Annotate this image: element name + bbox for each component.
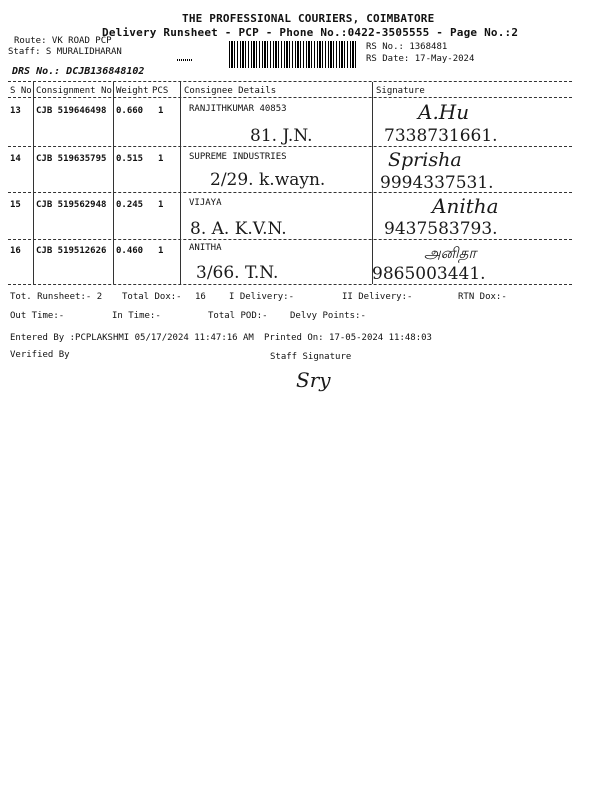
- route-label: Route: VK ROAD PCP: [14, 36, 112, 46]
- row-sno: 16: [10, 246, 21, 256]
- column-header-consignment: Consignment No: [36, 86, 112, 96]
- table-bottom-divider: [8, 284, 572, 285]
- row-pcs: 1: [158, 106, 164, 116]
- column-divider: [372, 82, 373, 284]
- delvy-points-label: Delvy Points:-: [290, 311, 366, 321]
- staff-signature-label: Staff Signature: [270, 352, 352, 362]
- out-time-label: Out Time:-: [10, 311, 65, 321]
- i-delivery-label: I Delivery:-: [229, 292, 295, 302]
- row-handwritten-address: 3/66. T.N.: [196, 263, 279, 283]
- rs-date: RS Date: 17-May-2024: [366, 54, 475, 64]
- row-sno: 13: [10, 106, 21, 116]
- row-weight: 0.460: [116, 246, 144, 256]
- row-weight: 0.515: [116, 154, 144, 164]
- row-consignee: VIJAYA: [189, 198, 222, 208]
- table-top-divider: [8, 81, 572, 82]
- column-divider: [33, 82, 34, 284]
- column-header-sno: S No: [10, 86, 32, 96]
- runsheet-subtitle: Delivery Runsheet - PCP - Phone No.:0422-3505555 - Page No.:2: [102, 26, 519, 39]
- row-consignment: CJB 519562948: [36, 200, 107, 210]
- column-header-signature: Signature: [376, 86, 425, 96]
- total-dox-value: 16: [195, 292, 206, 302]
- row-divider: [8, 239, 572, 240]
- staff-handwritten-signature: Sry: [296, 368, 331, 392]
- total-pod-label: Total POD:-: [208, 311, 268, 321]
- row-weight: 0.660: [116, 106, 144, 116]
- row-handwritten-signature: A.Hu: [418, 100, 470, 124]
- row-handwritten-address: 8. A. K.V.N.: [190, 219, 287, 239]
- row-consignment: CJB 519635795: [36, 154, 107, 164]
- barcode-image: [229, 41, 357, 68]
- row-handwritten-address: 81. J.N.: [250, 126, 313, 146]
- column-header-pcs: PCS: [152, 86, 169, 96]
- row-divider: [8, 192, 572, 193]
- printed-on: Printed On: 17-05-2024 11:48:03: [264, 333, 432, 343]
- rs-number: RS No.: 1368481: [366, 42, 448, 52]
- drs-number: DRS No.: DCJB136848102: [12, 66, 145, 77]
- row-handwritten-phone: 9437583793.: [384, 219, 498, 239]
- row-pcs: 1: [158, 246, 164, 256]
- row-divider: [8, 146, 572, 147]
- row-weight: 0.245: [116, 200, 144, 210]
- company-title: THE PROFESSIONAL COURIERS, COIMBATORE: [182, 12, 435, 25]
- column-header-weight: Weight: [116, 86, 149, 96]
- ii-delivery-label: II Delivery:-: [342, 292, 413, 302]
- row-handwritten-signature: அனிதா: [424, 244, 477, 262]
- total-dox-label: Total Dox:-: [122, 292, 182, 302]
- staff-label: Staff: S MURALIDHARAN: [8, 47, 122, 57]
- rtn-dox-label: RTN Dox:-: [458, 292, 507, 302]
- row-consignee: ANITHA: [189, 243, 222, 253]
- row-handwritten-signature: Sprisha: [388, 149, 462, 171]
- small-barcode-mark: [177, 59, 193, 61]
- row-consignee: SUPREME INDUSTRIES: [189, 152, 287, 162]
- row-consignment: CJB 519512626: [36, 246, 107, 256]
- row-handwritten-signature: Anitha: [432, 194, 499, 218]
- row-pcs: 1: [158, 154, 164, 164]
- row-handwritten-phone: 7338731661.: [384, 126, 498, 146]
- in-time-label: In Time:-: [112, 311, 161, 321]
- column-divider: [180, 82, 181, 284]
- row-sno: 15: [10, 200, 21, 210]
- row-consignment: CJB 519646498: [36, 106, 107, 116]
- row-handwritten-phone: 9994337531.: [380, 173, 494, 193]
- row-handwritten-phone: 9865003441.: [372, 264, 486, 284]
- entered-by: Entered By :PCPLAKSHMI 05/17/2024 11:47:16 AM: [10, 333, 254, 343]
- row-sno: 14: [10, 154, 21, 164]
- header-divider: [8, 97, 572, 98]
- column-divider: [113, 82, 114, 284]
- verified-by-label: Verified By: [10, 350, 70, 360]
- row-handwritten-address: 2/29. k.wayn.: [210, 170, 326, 190]
- total-runsheet: Tot. Runsheet:- 2: [10, 292, 103, 302]
- column-header-consignee: Consignee Details: [184, 86, 277, 96]
- row-pcs: 1: [158, 200, 164, 210]
- row-consignee: RANJITHKUMAR 40853: [189, 104, 287, 114]
